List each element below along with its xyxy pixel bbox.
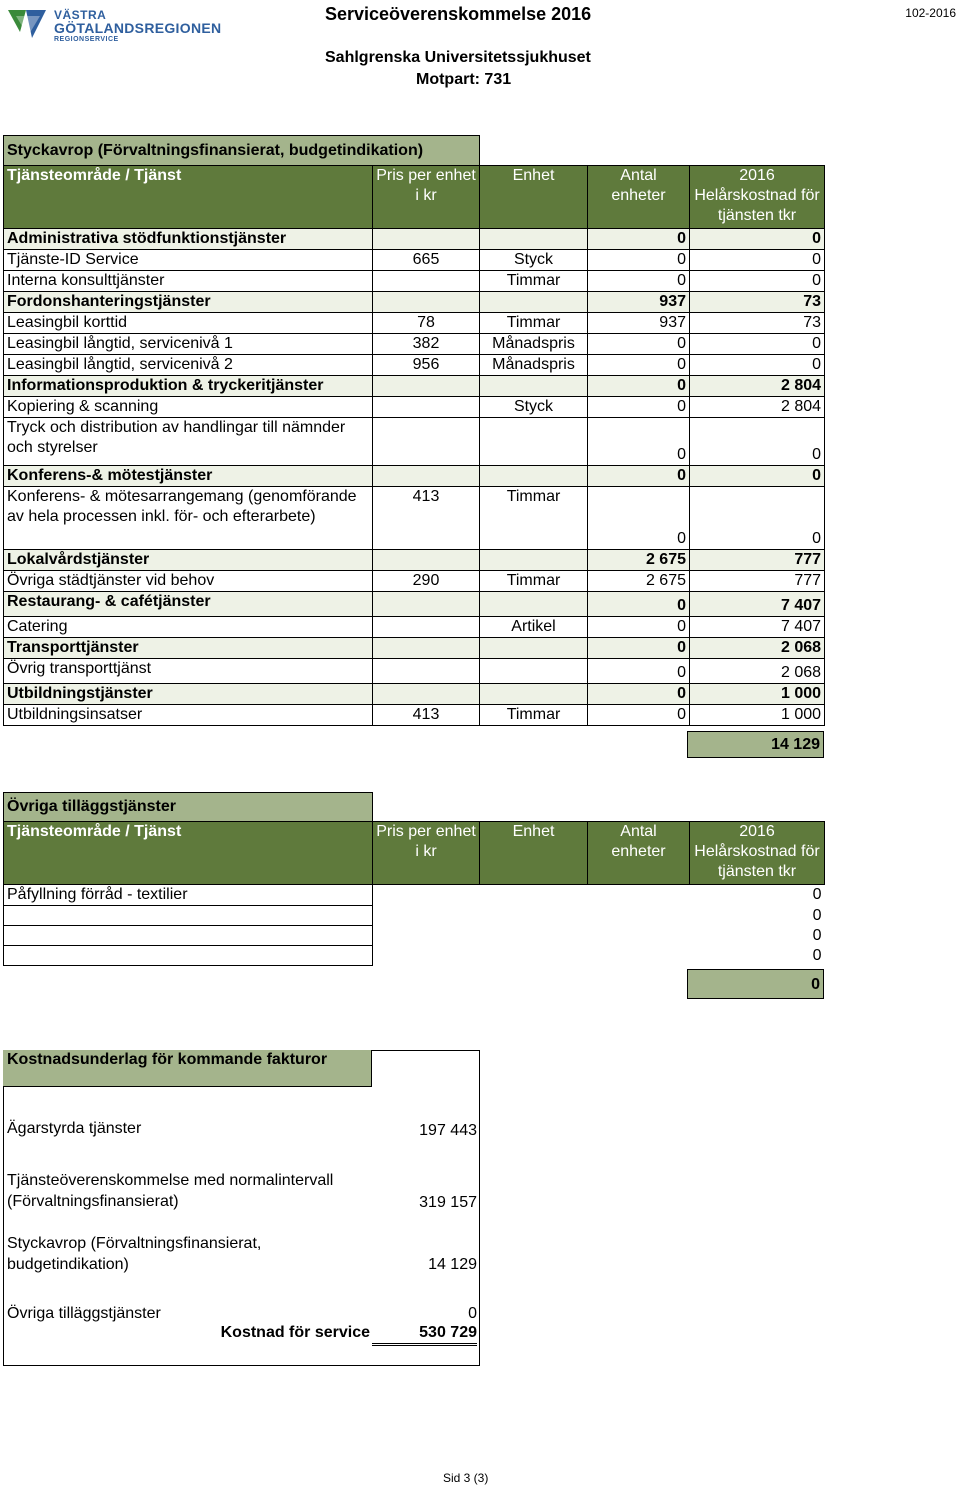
table-row: [4, 313, 825, 334]
section-title: Övriga tilläggstjänster: [4, 793, 373, 822]
table-row: [4, 334, 825, 355]
qty-cell: 0: [588, 617, 690, 638]
cost-cell: 0: [690, 250, 825, 271]
qty-cell: 0: [588, 592, 690, 617]
cost-cell: 2 068: [690, 638, 825, 659]
service-cell: Övriga städtjänster vid behov: [4, 571, 373, 592]
table-row: [4, 250, 825, 271]
counterpart: Motpart: 731: [416, 71, 512, 88]
price-cell: [373, 376, 480, 397]
unit-cell: Timmar: [480, 487, 588, 550]
service-cell: [4, 946, 373, 966]
price-cell: 665: [373, 250, 480, 271]
section-title-row: [4, 793, 825, 822]
unit-cell: Timmar: [480, 571, 588, 592]
logo-line1: VÄSTRA: [54, 8, 107, 22]
blank-cell: [373, 926, 690, 946]
col-unit: Enhet: [480, 822, 588, 885]
table-row: [4, 487, 825, 550]
cost-cell: 1 000: [690, 684, 825, 705]
qty-cell: 0: [588, 334, 690, 355]
price-cell: [373, 659, 480, 684]
cost-cell: 0: [812, 946, 822, 964]
logo-line2: GÖTALANDSREGIONEN: [54, 20, 222, 36]
logo: [6, 6, 222, 43]
table-row: [4, 397, 825, 418]
price-cell: [373, 638, 480, 659]
qty-cell: 0: [588, 397, 690, 418]
qty-cell: 2 675: [588, 550, 690, 571]
styckavrop-table: [3, 135, 825, 726]
unit-cell: [480, 292, 588, 313]
qty-cell: 0: [588, 684, 690, 705]
cost-cell: 2 068: [690, 659, 825, 684]
qty-cell: 0: [588, 355, 690, 376]
unit-cell: [480, 638, 588, 659]
col-qty: Antal enheter: [588, 166, 690, 229]
blank-cell: [373, 885, 690, 906]
unit-cell: Artikel: [480, 617, 588, 638]
group-row: [4, 638, 825, 659]
column-header-row: [4, 822, 825, 885]
cost-value-normalintervall: 319 157: [419, 1194, 477, 1211]
service-cell: Leasingbil korttid: [4, 313, 373, 334]
group-row: [4, 550, 825, 571]
cost-value-styckavrop: 14 129: [428, 1256, 477, 1273]
unit-cell: [480, 418, 588, 466]
price-cell: [373, 418, 480, 466]
price-cell: [373, 271, 480, 292]
column-header-row: [4, 166, 825, 229]
page-footer: Sid 3 (3): [443, 1471, 489, 1485]
unit-cell: [480, 592, 588, 617]
qty-cell: 0: [588, 659, 690, 684]
price-cell: [373, 592, 480, 617]
unit-cell: Månadspris: [480, 334, 588, 355]
cost-cell: 0: [690, 355, 825, 376]
service-cell: Kopiering & scanning: [4, 397, 373, 418]
table-row: [4, 617, 825, 638]
service-cell: Leasingbil långtid, servicenivå 2: [4, 355, 373, 376]
table-row: [4, 659, 825, 684]
group-row: [4, 684, 825, 705]
group-row: [4, 292, 825, 313]
unit-cell: Timmar: [480, 313, 588, 334]
cost-cell: 2 804: [690, 376, 825, 397]
unit-cell: [480, 376, 588, 397]
price-cell: [373, 466, 480, 487]
organization: Sahlgrenska Universitetssjukhuset: [325, 49, 591, 66]
unit-cell: Månadspris: [480, 355, 588, 376]
table-row: [4, 946, 825, 966]
service-cell: [4, 926, 373, 946]
col-price: Pris per enhet i kr: [373, 166, 480, 229]
cost-label-styckavrop: Styckavrop (Förvaltningsfinansierat, budgetindikation): [7, 1235, 262, 1273]
price-cell: [373, 550, 480, 571]
cost-cell: 0: [690, 271, 825, 292]
unit-cell: Timmar: [480, 705, 588, 726]
service-cell: Tjänste-ID Service: [4, 250, 373, 271]
section3-title: Kostnadsunderlag för kommande fakturor: [3, 1050, 372, 1087]
unit-cell: [480, 550, 588, 571]
unit-cell: [480, 229, 588, 250]
group-row: [4, 592, 825, 617]
cost-cell: 2 804: [690, 397, 825, 418]
cost-label-normalintervall: Tjänsteöverenskommelse med normalintervall (Förvaltningsfinansierat): [7, 1172, 334, 1210]
cost-cell: 7 407: [690, 592, 825, 617]
cost-cell: 0: [690, 229, 825, 250]
qty-cell: 0: [588, 466, 690, 487]
price-cell: 78: [373, 313, 480, 334]
section2-total: 0: [687, 969, 824, 999]
group-row: [4, 376, 825, 397]
table-row: [4, 571, 825, 592]
cost-cell: 0: [690, 466, 825, 487]
qty-cell: 0: [588, 418, 690, 466]
col-cost: 2016 Helårskostnad för tjänsten tkr: [690, 822, 825, 885]
qty-cell: 0: [588, 705, 690, 726]
service-cell: Tryck och distribution av handlingar till nämnder och styrelser: [4, 418, 373, 466]
service-cell: Påfyllning förråd - textilier: [4, 885, 373, 906]
cost-value-ovriga: 0: [468, 1305, 477, 1322]
service-cell: Övrig transporttjänst: [4, 659, 373, 684]
cost-cell: 0: [812, 906, 822, 924]
cost-label-ovriga: Övriga tilläggstjänster: [7, 1305, 161, 1322]
price-cell: 413: [373, 487, 480, 550]
qty-cell: 937: [588, 313, 690, 334]
blank-cell: [373, 946, 690, 966]
cost-total-label: Kostnad för service: [220, 1324, 370, 1341]
qty-cell: 0: [588, 487, 690, 550]
qty-cell: 0: [588, 271, 690, 292]
col-qty: Antal enheter: [588, 822, 690, 885]
service-cell: Lokalvårdstjänster: [4, 550, 373, 571]
qty-cell: 2 675: [588, 571, 690, 592]
cost-cell: 777: [690, 550, 825, 571]
unit-cell: [480, 659, 588, 684]
cost-cell: 0: [812, 926, 822, 944]
table-row: [4, 271, 825, 292]
price-cell: [373, 397, 480, 418]
qty-cell: 0: [588, 250, 690, 271]
qty-cell: 0: [588, 638, 690, 659]
table-row: [4, 906, 825, 926]
tillaggstjanster-table: [3, 792, 825, 966]
unit-cell: Timmar: [480, 271, 588, 292]
cost-cell: 0: [690, 418, 825, 466]
col-price: Pris per enhet i kr: [373, 822, 480, 885]
logo-line3: REGIONSERVICE: [54, 36, 119, 43]
page-title: Serviceöverenskommelse 2016: [325, 4, 592, 24]
price-cell: 290: [373, 571, 480, 592]
service-cell: Administrativa stödfunktionstjänster: [4, 229, 373, 250]
qty-cell: 0: [588, 229, 690, 250]
cost-cell: 777: [690, 571, 825, 592]
col-service: Tjänsteområde / Tjänst: [4, 166, 373, 229]
price-cell: 413: [373, 705, 480, 726]
service-cell: Leasingbil långtid, servicenivå 1: [4, 334, 373, 355]
service-cell: Informationsproduktion & tryckeritjänster: [4, 376, 373, 397]
cost-cell: 0: [690, 487, 825, 550]
table-row: [4, 926, 825, 946]
qty-cell: 0: [588, 376, 690, 397]
cost-label-agarstyrda: Ägarstyrda tjänster: [7, 1120, 142, 1137]
cost-cell: 7 407: [690, 617, 825, 638]
logo-mark-icon: [6, 6, 50, 42]
service-cell: Konferens- & mötesarrangemang (genomförande av hela processen inkl. för- och efterarbete): [4, 487, 373, 550]
doc-number: 102-2016: [905, 6, 956, 20]
price-cell: [373, 292, 480, 313]
service-cell: Utbildningsinsatser: [4, 705, 373, 726]
cost-value-agarstyrda: 197 443: [419, 1122, 477, 1139]
price-cell: [373, 684, 480, 705]
service-cell: Fordonshanteringstjänster: [4, 292, 373, 313]
cost-cell: 1 000: [690, 705, 825, 726]
price-cell: [373, 229, 480, 250]
cost-cell: 73: [690, 313, 825, 334]
blank-cell: [373, 906, 690, 926]
cost-cell: 0: [812, 886, 822, 903]
section-title-row: [4, 136, 825, 166]
section-title: Styckavrop (Förvaltningsfinansierat, budgetindikation): [4, 136, 480, 166]
service-cell: Interna konsulttjänster: [4, 271, 373, 292]
price-cell: [373, 617, 480, 638]
cost-total-value: 530 729: [372, 1323, 477, 1346]
table-row: [4, 418, 825, 466]
service-cell: Konferens-& mötestjänster: [4, 466, 373, 487]
table-row: [4, 705, 825, 726]
col-service: Tjänsteområde / Tjänst: [4, 822, 373, 885]
qty-cell: 937: [588, 292, 690, 313]
cost-cell: 0: [690, 334, 825, 355]
service-cell: Utbildningstjänster: [4, 684, 373, 705]
price-cell: 956: [373, 355, 480, 376]
service-cell: Catering: [4, 617, 373, 638]
unit-cell: [480, 466, 588, 487]
service-cell: Restaurang- & cafétjänster: [4, 592, 373, 617]
unit-cell: Styck: [480, 397, 588, 418]
col-unit: Enhet: [480, 166, 588, 229]
unit-cell: [480, 684, 588, 705]
group-row: [4, 229, 825, 250]
service-cell: [4, 906, 373, 926]
section1-total: 14 129: [687, 731, 824, 758]
unit-cell: Styck: [480, 250, 588, 271]
service-cell: Transporttjänster: [4, 638, 373, 659]
price-cell: 382: [373, 334, 480, 355]
table-row: [4, 885, 825, 906]
table-row: [4, 355, 825, 376]
col-cost: 2016 Helårskostnad för tjänsten tkr: [690, 166, 825, 229]
cost-cell: 73: [690, 292, 825, 313]
group-row: [4, 466, 825, 487]
